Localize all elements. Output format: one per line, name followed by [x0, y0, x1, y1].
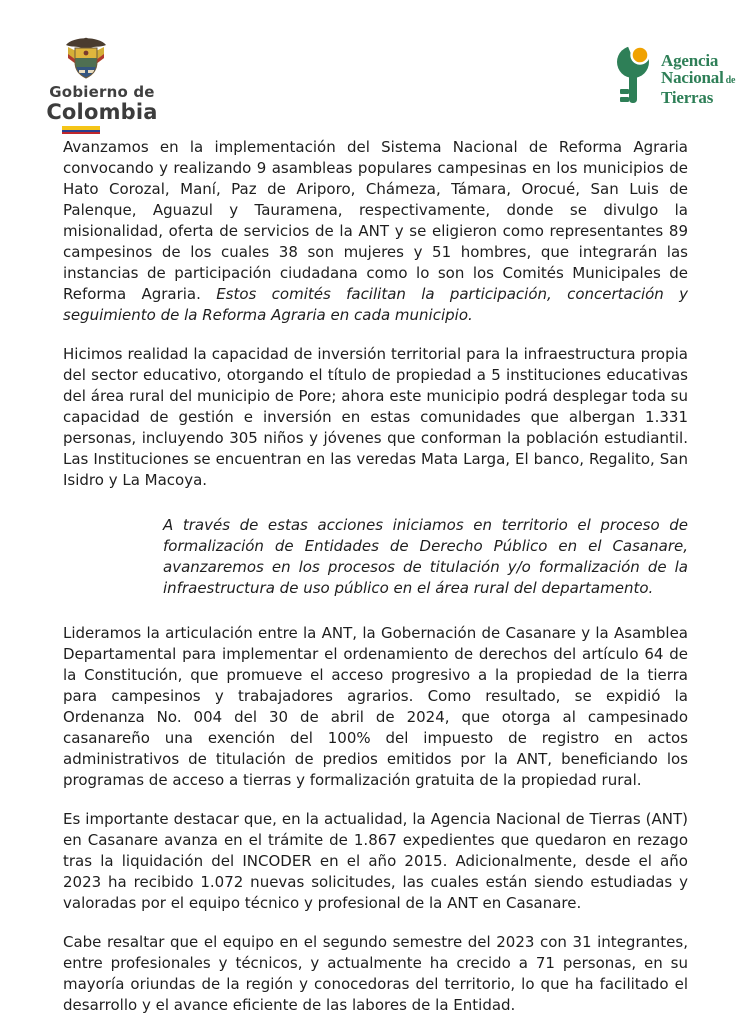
gov-logo-line2: Colombia [46, 100, 158, 124]
ant-logo-line3: Tierras [661, 88, 714, 107]
gobierno-de-colombia-logo [42, 34, 162, 134]
ant-key-icon [614, 44, 656, 108]
paragraph-inversion-educativa: Hicimos realidad la capacidad de inversión territorial para la infraestructura propia del sector educativo, otorgando el título de propiedad a 5 instituciones educativas del área rural del municipio de Pore; ahora este municipio podrá desplegar toda su capacidad de gestión e inversión en estas comunidades que albergan 1.331 personas, incluyendo 305 niños y jóvenes que conforman la población estudiantil. Las Instituciones se encuentran en las veredas Mata Larga, El banco, Regalito, San Isidro y La Macoya. [63, 345, 688, 489]
paragraph-equipo: Cabe resaltar que el equipo en el segundo semestre del 2023 con 31 integrantes, entre profesionales y técnicos, y actualmente ha crecido a 71 personas, en su mayoría oriundas de la región y conocedoras del territorio, lo que ha facilitado el desarrollo y el avance eficiente de las labores de la Entidad. [63, 933, 688, 1014]
ant-logo-line1: Agencia [661, 51, 719, 70]
gov-logo-line1: Gobierno de [49, 83, 155, 101]
paragraph-ordenanza: Lideramos la articulación entre la ANT, la Gobernación de Casanare y la Asamblea Departamental para implementar el ordenamiento de derechos del artículo 64 de la Constitución, que promueve el acceso progresivo a la propiedad de la tierra para campesinos y trabajadores agrarios. Como resultado, se expidió la Ordenanza No. 004 del 30 de abril de 2024, que otorga al campesinado casanareño una exención del 100% del impuesto de registro en actos administrativos de titulación de predios emitidos por la ANT, beneficiando los programas de acceso a tierras y formalización gratuita de la propiedad rural. [63, 624, 688, 789]
paragraph-reforma-agraria-text: Avanzamos en la implementación del Sistema Nacional de Reforma Agraria convocando y realizando 9 asambleas populares campesinas en los municipios de Hato Corozal, Maní, Paz de Ariporo, Chámeza, Támara, Orocué, San Luis de Palenque, Aguazul y Tauramena, respectivamente, donde se divulgo la misionalidad, oferta de servicios de la ANT y se eligieron como representantes 89 campesinos de los cuales 38 son mujeres y 51 hombres, que integrarán las instancias de participación ciudadana como lo son los Comités Municipales de Reforma Agraria. [63, 138, 688, 303]
document-header [0, 0, 750, 132]
paragraph-quote-formalizacion: A través de estas acciones iniciamos en territorio el proceso de formalización de Entidades de Derecho Público en el Casanare, avanzaremos en los procesos de titulación y/o formalización de la infraestructura de uso público en el área rural del departamento. [163, 516, 688, 597]
document-body [63, 137, 688, 1030]
paragraph-reforma-agraria-italic: Estos comités facilitan la participación, concertación y seguimiento de la Reforma Agraria en cada municipio. [63, 285, 688, 324]
paragraph-reforma-agraria [63, 137, 688, 326]
ant-logo-de: de [725, 75, 736, 86]
colombia-coat-of-arms-icon [64, 34, 108, 82]
ant-logo-text [661, 44, 735, 106]
ant-logo-line2: Nacional de [661, 68, 736, 87]
paragraph-expedientes: Es importante destacar que, en la actualidad, la Agencia Nacional de Tierras (ANT) en Casanare avanza en el trámite de 1.867 expedientes que quedaron en rezago tras la liquidación del INCODER en el año 2015. Adicionalmente, desde el año 2023 ha recibido 1.072 nuevas solicitudes, las cuales están siendo estudiadas y valoradas por el equipo técnico y profesional de la ANT en Casanare. [63, 810, 688, 912]
colombia-flag-icon [62, 126, 100, 134]
agencia-nacional-de-tierras-logo [614, 44, 735, 108]
